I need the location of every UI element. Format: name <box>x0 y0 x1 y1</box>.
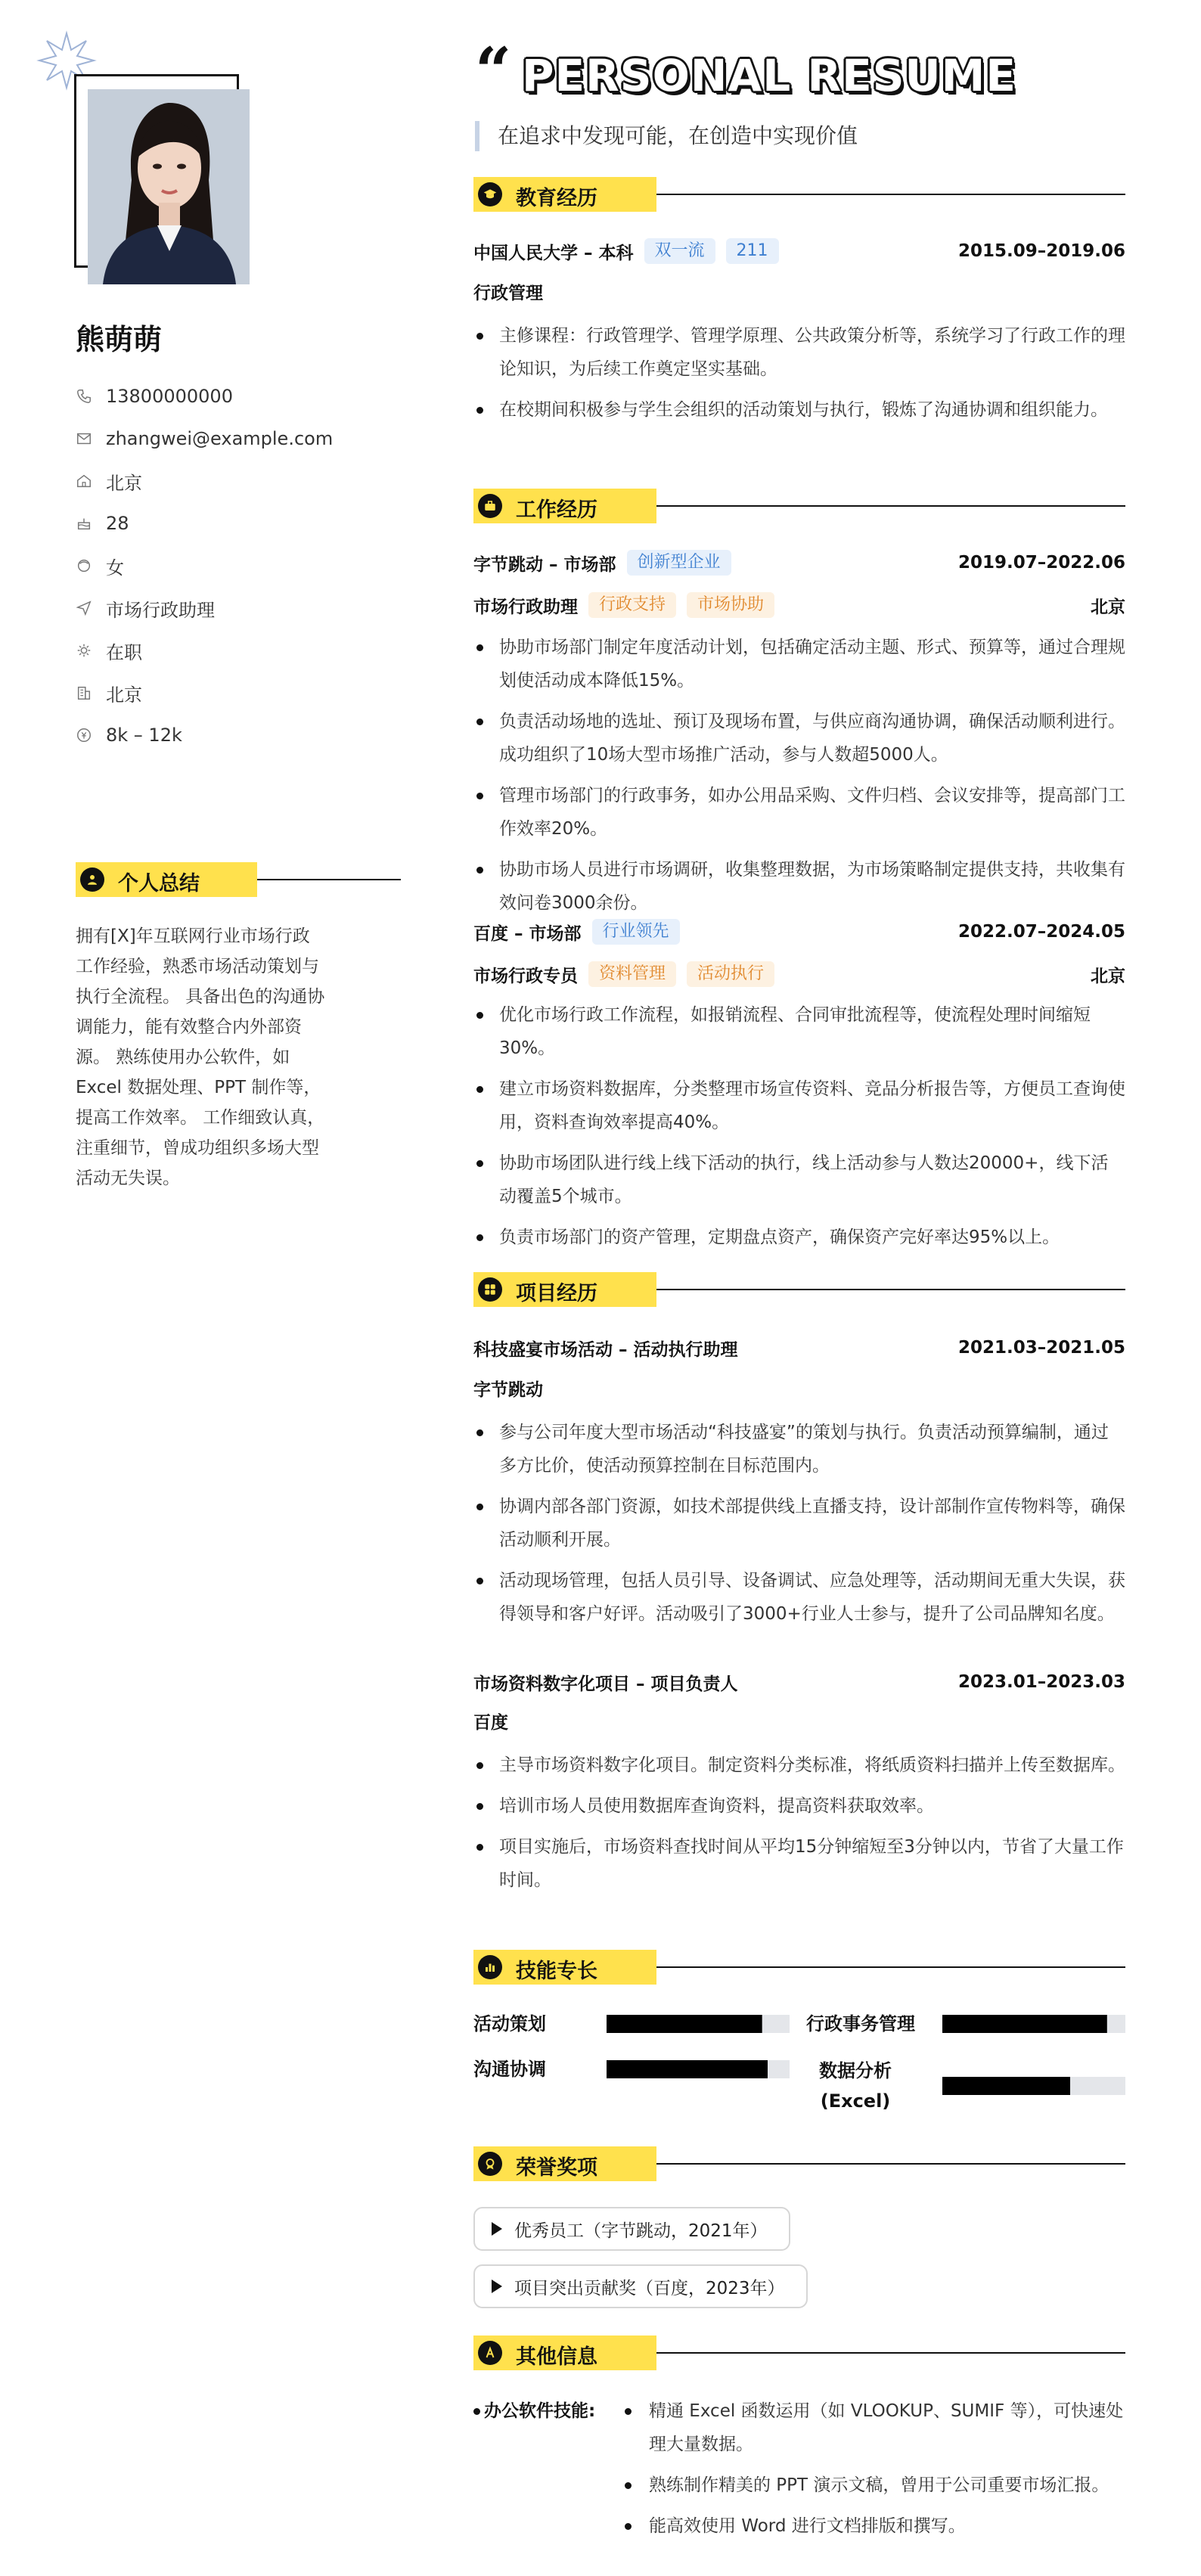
candidate-name: 熊萌萌 <box>76 323 163 356</box>
building-icon <box>76 684 92 701</box>
role-tag: 市场协助 <box>687 592 774 618</box>
info-phone-text: 13800000000 <box>106 386 233 407</box>
honor-text: 优秀员工（字节跳动，2021年） <box>514 2221 768 2241</box>
honor-item[interactable] <box>473 2207 790 2251</box>
company-tag: 行业领先 <box>592 919 680 945</box>
school-tag: 双一流 <box>644 238 715 264</box>
play-triangle-icon <box>492 2280 502 2293</box>
info-salary-text: 8k – 12k <box>106 725 182 746</box>
job-bullets <box>473 998 1125 1262</box>
summary-title: 个人总结 <box>118 872 200 895</box>
list-item: 项目实施后，市场资料查找时间从平均15分钟缩短至3分钟以内，节省了大量工作时间。 <box>473 1830 1125 1897</box>
grid-icon <box>478 1277 502 1302</box>
skills-title: 技能专长 <box>516 1960 597 1983</box>
graduation-cap-icon <box>478 182 502 206</box>
job-company: 字节跳动 – 市场部 <box>473 554 616 575</box>
status-icon <box>76 642 92 659</box>
school-tag: 211 <box>726 238 779 264</box>
project-bullets <box>473 1416 1125 1638</box>
skill-name: 数据分析 (Excel) <box>819 2060 892 2112</box>
mail-icon <box>76 430 92 447</box>
profile-photo <box>88 89 250 284</box>
office-skills-list <box>622 2394 1125 2550</box>
education-heading <box>473 177 1125 212</box>
project-date: 2023.01–2023.03 <box>957 1672 1125 1692</box>
skill-name: 活动策划 <box>473 2013 546 2034</box>
list-item: 协助市场人员进行市场调研，收集整理数据，为市场策略制定提供支持，共收集有效问卷3000余份。 <box>473 853 1125 920</box>
info-gender-text: 女 <box>106 557 124 579</box>
role-tag: 资料管理 <box>588 961 676 987</box>
project-org: 百度 <box>473 1713 508 1733</box>
project-row <box>473 1667 1125 1697</box>
list-item: 协助市场部门制定年度活动计划，包括确定活动主题、形式、预算等，通过合理规划使活动成本降低15%。 <box>473 631 1125 697</box>
skill-name: 沟通协调 <box>473 2059 546 2080</box>
quote-mark: “ <box>475 33 512 108</box>
summary-text: 拥有[X]年互联网行业市场行政工作经验，熟悉市场活动策划与执行全流程。 具备出色的沟通协调能力，能有效整合内外部资源。 熟练使用办公软件，如 Excel 数据处理、PPT 制作等，提高工作效率。 工作细致认真，注重细节，曾成功组织多场大型活动无失误。 <box>76 926 325 1188</box>
project-bullets <box>473 1749 1125 1904</box>
work-heading <box>473 489 1125 523</box>
list-item: 参与公司年度大型市场活动“科技盛宴”的策划与执行。负责活动预算编制，通过多方比价，使活动预算控制在目标范围内。 <box>473 1416 1125 1482</box>
info-location-text: 北京 <box>106 472 142 494</box>
honor-text: 项目突出贡献奖（百度，2023年） <box>514 2278 785 2298</box>
person-icon <box>80 867 104 892</box>
skill-bar <box>607 2015 790 2033</box>
education-bullets <box>473 319 1125 434</box>
list-item: 能高效使用 Word 进行文档排版和撰写。 <box>622 2509 1125 2543</box>
role-tag: 行政支持 <box>588 592 676 618</box>
skill-name: 行政事务管理 <box>806 2013 915 2034</box>
info-a-icon <box>478 2341 502 2365</box>
honors-heading <box>473 2146 1125 2181</box>
job-company: 百度 – 市场部 <box>473 923 582 944</box>
education-row <box>473 236 1125 266</box>
list-item: 主修课程：行政管理学、管理学原理、公共政策分析等，系统学习了行政工作的理论知识，为后续工作奠定坚实基础。 <box>473 319 1125 386</box>
sidebar <box>0 0 424 2576</box>
send-icon <box>76 600 92 616</box>
projects-title: 项目经历 <box>516 1282 597 1305</box>
honors-title: 荣誉奖项 <box>516 2156 597 2180</box>
info-status-text: 在职 <box>106 641 142 663</box>
info-city <box>76 672 333 714</box>
skill-bar <box>942 2015 1125 2033</box>
project-date: 2021.03–2021.05 <box>957 1338 1125 1358</box>
list-item: 协助市场团队进行线上线下活动的执行，线上活动参与人数达20000+，线下活动覆盖5个城市。 <box>473 1147 1125 1213</box>
job-bullets <box>473 631 1125 927</box>
list-item: 在校期间积极参与学生会组织的活动策划与执行，锻炼了沟通协调和组织能力。 <box>473 393 1125 427</box>
award-icon <box>478 2152 502 2176</box>
info-salary <box>76 714 333 756</box>
info-status <box>76 629 333 672</box>
list-item: 活动现场管理，包括人员引导、设备调试、应急处理等，活动期间无重大失误，获得领导和客户好评。活动吸引了3000+行业人士参与，提升了公司品牌知名度。 <box>473 1564 1125 1631</box>
job-city: 北京 <box>1091 966 1125 986</box>
project-row <box>473 1333 1125 1363</box>
info-position <box>76 587 333 629</box>
cake-icon <box>76 515 92 532</box>
project-name: 市场资料数字化项目 – 项目负责人 <box>473 1674 738 1694</box>
info-gender <box>76 545 333 587</box>
list-item: 精通 Excel 函数运用（如 VLOOKUP、SUMIF 等），可快速处理大量数据。 <box>622 2394 1125 2461</box>
list-item: 培训市场人员使用数据库查询资料，提高资料获取效率。 <box>473 1789 1125 1823</box>
info-location <box>76 460 333 502</box>
list-item: 负责市场部门的资产管理，定期盘点资产，确保资产完好率达95%以上。 <box>473 1221 1125 1254</box>
skill-bar-fill <box>942 2015 1107 2033</box>
project-name: 科技盛宴市场活动 – 活动执行助理 <box>473 1339 738 1360</box>
briefcase-icon <box>478 494 502 518</box>
summary-heading <box>76 862 325 897</box>
company-tag: 创新型企业 <box>627 550 731 576</box>
job-role-row <box>473 590 1125 620</box>
resume-title: PERSONAL RESUME <box>522 50 1016 101</box>
job-role: 市场行政专员 <box>473 966 578 986</box>
job-date: 2022.07–2024.05 <box>957 922 1125 942</box>
skill-bar-fill <box>607 2015 762 2033</box>
skill-bar <box>607 2060 790 2078</box>
list-item: 熟练制作精美的 PPT 演示文稿，曾用于公司重要市场汇报。 <box>622 2469 1125 2502</box>
project-org: 字节跳动 <box>473 1380 543 1400</box>
list-item: 建立市场资料数据库，分类整理市场宣传资料、竞品分析报告等，方便员工查询使用，资料查询效率提高40%。 <box>473 1072 1125 1139</box>
role-tag: 活动执行 <box>687 961 774 987</box>
info-age-text: 28 <box>106 513 129 534</box>
office-skills-label: 办公软件技能: <box>484 2394 595 2428</box>
job-role: 市场行政助理 <box>473 597 578 617</box>
bar-chart-icon <box>478 1955 502 1979</box>
list-item: 管理市场部门的行政事务，如办公用品采购、文件归档、会议安排等，提高部门工作效率20%。 <box>473 779 1125 846</box>
projects-heading <box>473 1272 1125 1307</box>
other-title: 其他信息 <box>516 2345 597 2369</box>
salary-icon <box>76 727 92 743</box>
work-title: 工作经历 <box>516 498 597 522</box>
info-phone <box>76 375 333 417</box>
school-name: 中国人民大学 – 本科 <box>473 243 634 263</box>
list-item: 优化市场行政工作流程，如报销流程、合同审批流程等，使流程处理时间缩短30%。 <box>473 998 1125 1065</box>
job-date: 2019.07–2022.06 <box>957 553 1125 573</box>
skill-bar <box>942 2077 1125 2095</box>
play-triangle-icon <box>492 2222 502 2236</box>
skills-heading <box>473 1950 1125 1985</box>
phone-icon <box>76 388 92 405</box>
skill-bar-fill <box>607 2060 768 2078</box>
list-item: 协调内部各部门资源，如技术部提供线上直播支持，设计部制作宣传物料等，确保活动顺利开展。 <box>473 1490 1125 1556</box>
education-title: 教育经历 <box>516 187 597 210</box>
tagline: 在追求中发现可能，在创造中实现价值 <box>475 121 858 151</box>
info-age <box>76 502 333 545</box>
honor-item[interactable] <box>473 2264 808 2308</box>
gender-icon <box>76 557 92 574</box>
skill-bar-fill <box>942 2077 1070 2095</box>
list-item: 负责活动场地的选址、预订及现场布置，与供应商沟通协调，确保活动顺利进行。成功组织了10场大型市场推广活动，参与人数超5000人。 <box>473 705 1125 771</box>
job-role-row <box>473 959 1125 989</box>
job-company-row <box>473 917 1125 947</box>
info-city-text: 北京 <box>106 684 142 706</box>
info-email-text: zhangwei@example.com <box>106 428 334 449</box>
info-email <box>76 417 333 460</box>
other-heading <box>473 2335 1125 2370</box>
job-company-row <box>473 548 1125 578</box>
job-city: 北京 <box>1091 597 1125 617</box>
education-date: 2015.09–2019.06 <box>957 241 1125 261</box>
info-position-text: 市场行政助理 <box>106 599 215 621</box>
education-major: 行政管理 <box>473 284 543 303</box>
list-item: 主导市场资料数字化项目。制定资料分类标准，将纸质资料扫描并上传至数据库。 <box>473 1749 1125 1782</box>
portrait-illustration <box>88 89 250 284</box>
contact-info-list <box>76 375 333 756</box>
home-icon <box>76 473 92 489</box>
